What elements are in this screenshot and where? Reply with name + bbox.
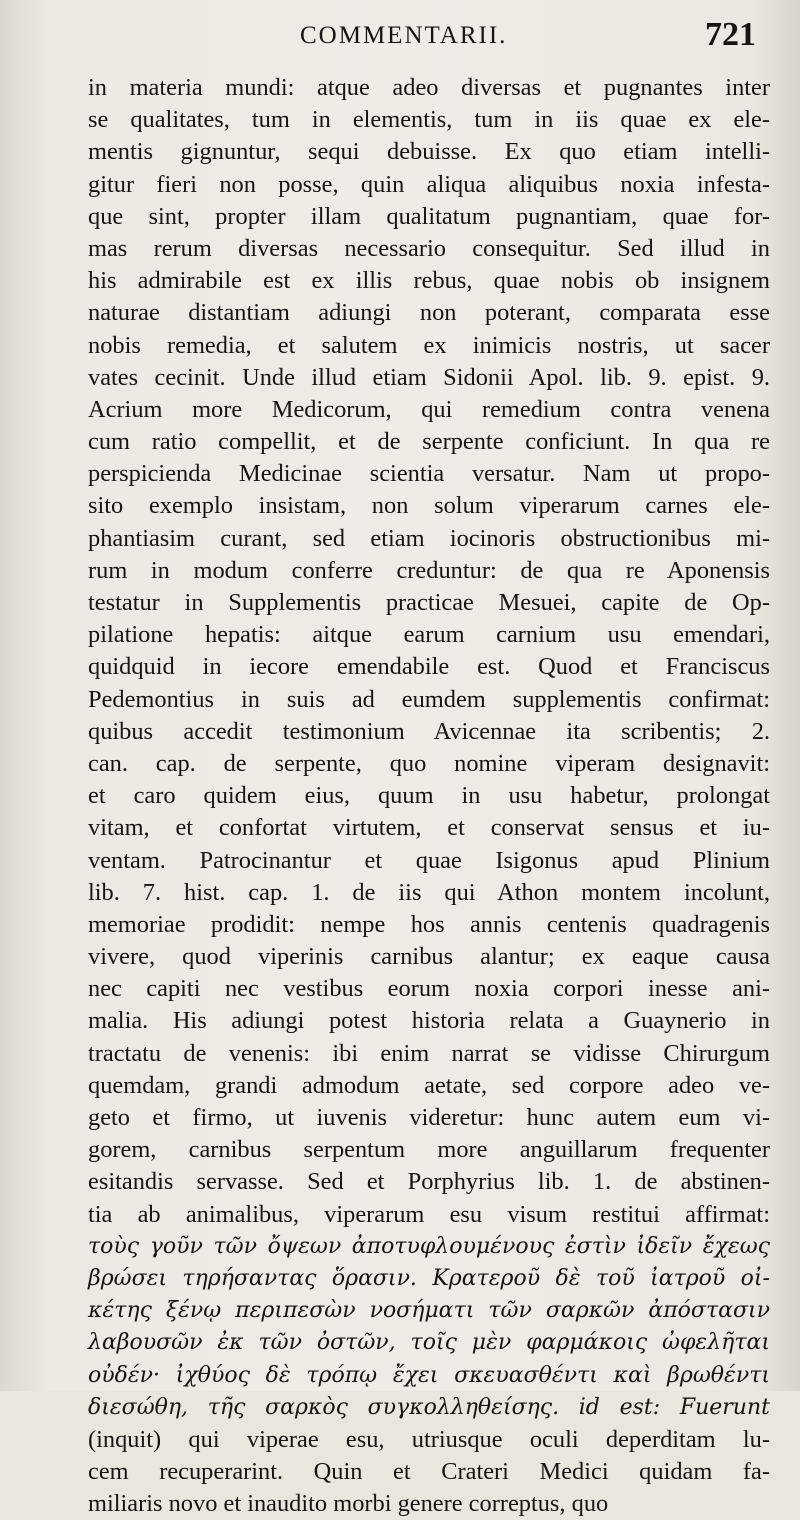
text-line: ventam. Patrocinantur et quae Isigonus apud Plinium [88, 846, 770, 874]
text-line: his admirabile est ex illis rebus, quae nobis ob insignem [88, 267, 770, 295]
text-line: perspicienda Medicinae scientia versatur. Nam ut propo- [88, 460, 770, 488]
text-line: tractatu de venenis: ibi enim narrat se vidisse Chirurgum [88, 1039, 770, 1067]
text-line: naturae distantiam adiungi non poterant, comparata esse [88, 299, 770, 327]
text-line: gitur fieri non posse, quin aliqua aliquibus noxia infesta- [88, 170, 770, 198]
text-line: malia. His adiungi potest historia relata a Guaynerio in [88, 1007, 770, 1035]
text-line: quidquid in iecore emendabile est. Quod et Franciscus [88, 653, 770, 681]
page-number: 721 [705, 16, 756, 53]
text-line: lib. 7. hist. cap. 1. de iis qui Athon montem incolunt, [88, 878, 770, 906]
text-line: nec capiti nec vestibus eorum noxia corpori inesse ani- [88, 975, 770, 1003]
text-line: τοὺς γοῦν τῶν ὄψεων ἀποτυφλουμένους ἐστὶν ἰδεῖν ἔχεως [88, 1233, 770, 1259]
text-line: vates cecinit. Unde illud etiam Sidonii Apol. lib. 9. epist. 9. [88, 363, 770, 391]
text-line: pilatione hepatis: aitque earum carnium usu emendari, [88, 621, 770, 649]
text-line: geto et firmo, ut iuvenis videretur: hunc autem eum vi- [88, 1104, 770, 1131]
text-line: βρώσει τηρήσαντας ὅρασιν. Κρατεροῦ δὲ τοῦ ἰατροῦ οἰ- [88, 1265, 770, 1291]
body-text [88, 72, 770, 1520]
text-line: testatur in Supplementis practicae Mesuei, capite de Op- [88, 589, 770, 616]
text-line: can. cap. de serpente, quo nomine viperam designavit: [88, 749, 770, 777]
text-line: et caro quidem eius, quum in usu habetur, prolongat [88, 782, 770, 810]
text-line: tia ab animalibus, viperarum esu visum restitui affirmat: [88, 1200, 770, 1228]
text-line: διεσώθη, τῆς σαρκὸς συγκολληθείσης. id est: Fuerunt [88, 1394, 770, 1420]
text-line: λαβουσῶν ἐκ τῶν ὀστῶν, τοῖς μὲν φαρμάκοις ὠφελῆται [88, 1330, 770, 1356]
text-line: quemdam, grandi admodum aetate, sed corpore adeo ve- [88, 1071, 770, 1099]
text-line: cem recuperarint. Quin et Crateri Medici quidam fa- [88, 1458, 770, 1486]
text-line: memoriae prodidit: nempe hos annis centenis quadragenis [88, 910, 770, 938]
text-line: in materia mundi: atque adeo diversas et pugnantes inter [88, 74, 770, 101]
text-line: vitam, et confortat virtutem, et conservat sensus et iu- [88, 814, 770, 842]
text-line: οὐδέν· ἰχθύος δὲ τρόπῳ ἔχει σκευασθέντι καὶ βρωθέντι [88, 1362, 770, 1388]
page-header [0, 16, 800, 66]
text-line: Pedemontius in suis ad eumdem supplementis confirmat: [88, 685, 770, 713]
text-line: vivere, quod viperinis carnibus alantur; ex eaque causa [88, 943, 770, 971]
text-line: (inquit) qui viperae esu, utriusque oculi deperditam lu- [88, 1425, 770, 1453]
text-line: mas rerum diversas necessario consequitur. Sed illud in [88, 234, 770, 262]
text-line: se qualitates, tum in elementis, tum in iis quae ex ele- [88, 106, 770, 134]
text-line: phantiasim curant, sed etiam iocinoris obstructionibus mi- [88, 524, 770, 552]
text-line: miliaris novo et inaudito morbi genere correptus, quo [88, 1490, 609, 1518]
running-head: COMMENTARII. [300, 22, 508, 49]
text-line: sito exemplo insistam, non solum viperarum carnes ele- [88, 492, 770, 520]
text-line: cum ratio compellit, et de serpente conficiunt. In qua re [88, 428, 770, 456]
text-line: nobis remedia, et salutem ex inimicis nostris, ut sacer [88, 331, 770, 359]
text-line: que sint, propter illam qualitatum pugnantiam, quae for- [88, 202, 770, 230]
text-line: gorem, carnibus serpentum more anguillarum frequenter [88, 1136, 770, 1164]
text-line: κέτης ξένῳ περιπεσὼν νοσήματι τῶν σαρκῶν ἀπόστασιν [88, 1298, 770, 1324]
text-line: rum in modum conferre creduntur: de qua re Aponensis [88, 556, 770, 584]
text-line: mentis gignuntur, sequi debuisse. Ex quo etiam intelli- [88, 138, 770, 166]
text-line: quibus accedit testimonium Avicennae ita scribentis; 2. [88, 717, 770, 745]
text-line: esitandis servasse. Sed et Porphyrius lib. 1. de abstinen- [88, 1168, 770, 1196]
text-line: Acrium more Medicorum, qui remedium contra venena [88, 395, 770, 423]
